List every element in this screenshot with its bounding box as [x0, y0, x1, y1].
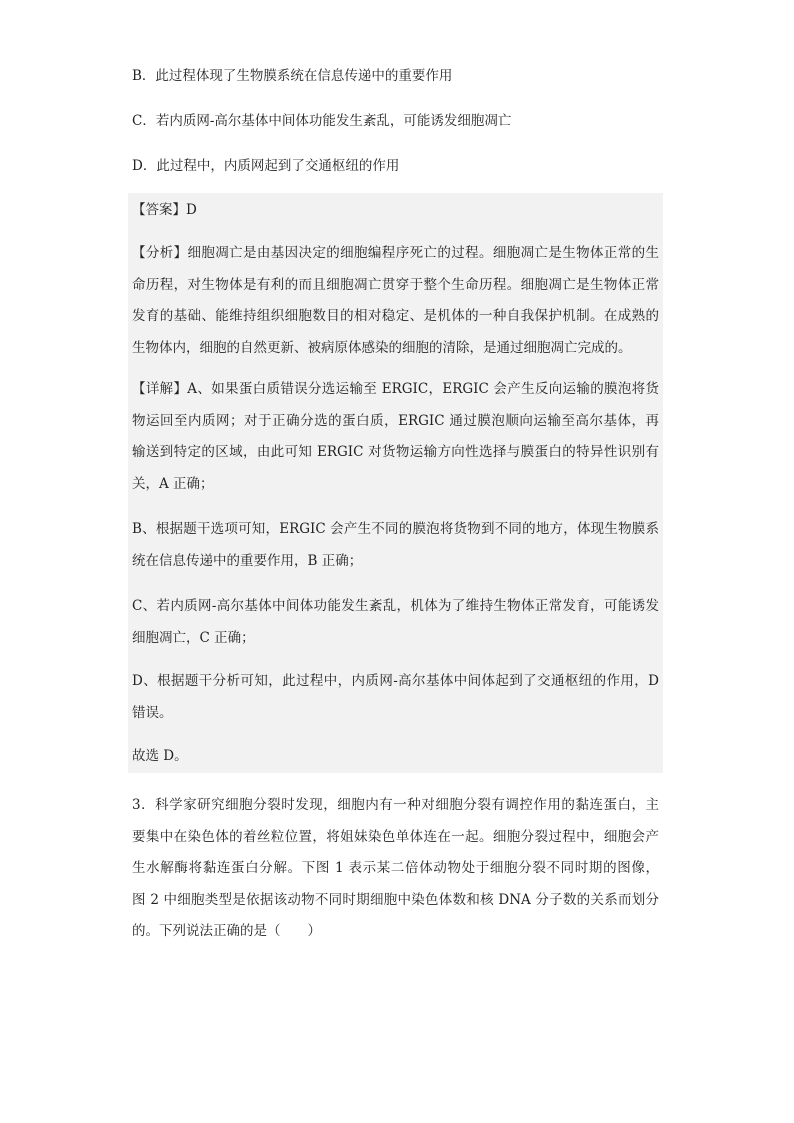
question-3-stem: [132, 790, 659, 948]
question-3-line: 生水解酶将黏连蛋白分解。下图 1 表示某二倍体动物处于细胞分裂不同时期的图像，: [132, 860, 659, 876]
detail-d-line: 错误。: [132, 704, 173, 721]
question-3-line: 3．科学家研究细胞分裂时发现，细胞内有一种对细胞分裂有调控作用的黏连蛋白，主: [132, 797, 659, 813]
analysis-line: 生物体内，细胞的自然更新、被病原体感染的细胞的清除，是通过细胞凋亡完成的。: [132, 339, 632, 356]
detail-b-line: B、根据题干选项可知，ERGIC 会产生不同的膜泡将货物到不同的地方，体现生物膜系: [132, 521, 659, 537]
question-3-line: 图 2 中细胞类型是依据该动物不同时期细胞中染色体数和核 DNA 分子数的关系而划分: [132, 891, 659, 908]
question-3-line: 的。下列说法正确的是（ ）: [132, 923, 321, 939]
detail-a-line: 输送到特定的区域，由此可知 ERGIC 对货物运输方向性选择与膜蛋白的特异性识别有: [132, 444, 659, 460]
detail-a-line: 物运回至内质网；对于正确分选的蛋白质，ERGIC 通过膜泡顺向运输至高尔基体，再: [132, 412, 659, 429]
detail-b-paragraph: [132, 514, 659, 577]
detail-a-line: 【详解】A、如果蛋白质错误分选运输至 ERGIC，ERGIC 会产生反向运输的膜泡将货: [132, 381, 659, 397]
analysis-line: 发育的基础、能维持组织细胞数目的相对稳定、是机体的一种自我保护机制。在成熟的: [132, 308, 659, 324]
analysis-line: 命历程，对生物体是有利的而且细胞凋亡贯穿于整个生命历程。细胞凋亡是生物体正常: [132, 276, 659, 293]
detail-d-line: D、根据题干分析可知，此过程中，内质网-高尔基体中间体起到了交通枢纽的作用，D: [132, 673, 659, 689]
option-b: B．此过程体现了生物膜系统在信息传递中的重要作用: [132, 68, 453, 84]
detail-c-line: 细胞凋亡，C 正确；: [132, 629, 255, 646]
detail-c-line: C、若内质网-高尔基体中间体功能发生紊乱，机体为了维持生物体正常发育，可能诱发: [132, 598, 659, 614]
analysis-paragraph: [132, 238, 659, 364]
analysis-line: 【分析】细胞凋亡是由基因决定的细胞编程序死亡的过程。细胞凋亡是生物体正常的生: [132, 245, 659, 261]
detail-a-paragraph: [132, 374, 659, 500]
conclusion-line: 故选 D。: [132, 748, 188, 764]
detail-b-line: 统在信息传递中的重要作用，B 正确；: [132, 552, 363, 569]
option-c: C．若内质网-高尔基体中间体功能发生紊乱，可能诱发细胞凋亡: [132, 113, 512, 129]
option-d: D．此过程中，内质网起到了交通枢纽的作用: [132, 158, 400, 174]
detail-d-paragraph: [132, 666, 659, 729]
question-3-line: 要集中在染色体的着丝粒位置，将姐妹染色单体连在一起。细胞分裂过程中，细胞会产: [132, 828, 659, 845]
detail-a-line: 关，A 正确；: [132, 475, 214, 492]
answer-line: 【答案】D: [132, 202, 197, 218]
detail-c-paragraph: [132, 591, 659, 654]
